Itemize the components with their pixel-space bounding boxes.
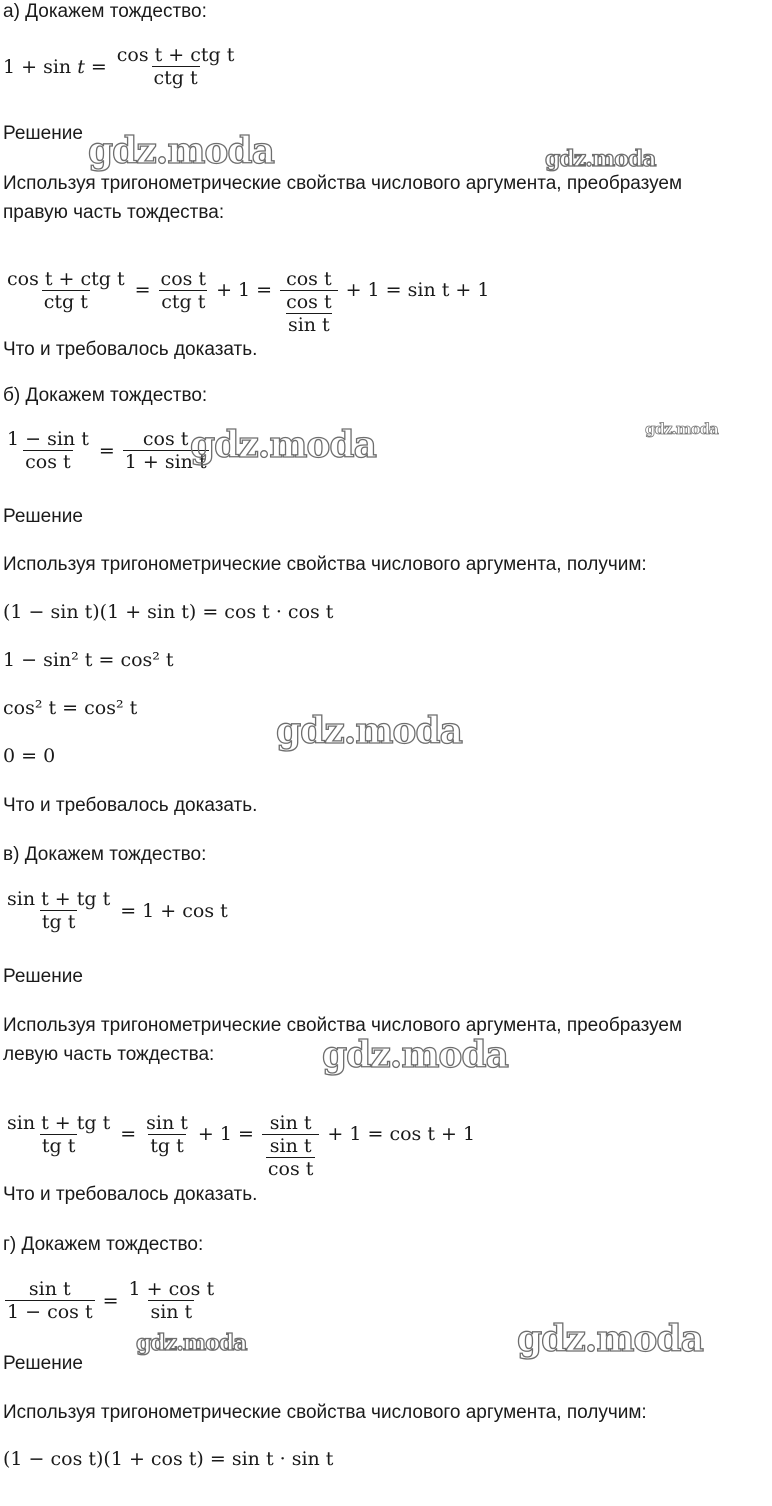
intro-g: Используя тригонометрические свойства числового аргумента, получим: xyxy=(3,1402,647,1423)
line2-b: 1 − sin² t = cos² t xyxy=(3,649,174,671)
identity-b-f2-num: cos t xyxy=(142,428,189,450)
steps-v-result: + 1 = cos t + 1 xyxy=(327,1123,476,1145)
steps-a-f2-den: ctg t xyxy=(161,290,206,313)
intro-v-line2: левую часть тождества: xyxy=(3,1044,215,1065)
solution-label-b: Решение xyxy=(3,506,83,527)
steps-a: $\frac{\text{cos t + ctg t}}{\text{ctg t}}$ = $\frac{\text{cos t}}{\text{ctg t}}$ + 1 = $\frac{\text{cos t}}{\frac{\text{cos t}}{\text{sin t}}}$ + 1 = sin t + 1 xyxy=(7,267,490,336)
steps-a-f1-num: cos t + ctg t xyxy=(7,267,125,290)
steps-v-f3-num: sin t xyxy=(269,1112,312,1134)
watermark: gdz.moda xyxy=(645,420,718,438)
steps-a-result: + 1 = sin t + 1 xyxy=(345,279,490,301)
solution-label-g: Решение xyxy=(3,1353,83,1374)
line1-b: (1 − sin t)(1 + sin t) = cos t · cos t xyxy=(3,601,334,623)
identity-v-den: tg t xyxy=(41,911,76,933)
identity-g-f2-den: sin t xyxy=(150,1301,193,1323)
steps-v-f2-den: tg t xyxy=(150,1134,184,1157)
steps-a-f3-num: cos t xyxy=(286,268,332,290)
watermark: gdz.moda xyxy=(276,710,462,752)
identity-a-den: ctg t xyxy=(153,67,198,89)
line3-b: cos² t = cos² t xyxy=(3,697,138,719)
identity-g-f2-num: 1 + cos t xyxy=(128,1278,215,1300)
intro-a-line2: правую часть тождества: xyxy=(3,202,225,223)
line4-b: 0 = 0 xyxy=(3,745,56,767)
identity-a-var: t xyxy=(77,55,85,78)
identity-g-f1-den: 1 − cos t xyxy=(7,1301,93,1323)
identity-a-num: cos t + ctg t xyxy=(116,44,235,66)
steps-v: $\frac{\text{sin t + tg t}}{\text{tg t}}$ = $\frac{\text{sin t}}{\text{tg t}}$ + 1 = $\frac{\text{sin t}}{\frac{\text{sin t}}{\text{cos t}}}$ + 1 = cos t + 1 xyxy=(7,1111,476,1180)
identity-b-f1-num: 1 − sin t xyxy=(7,428,89,450)
steps-v-f1-den: tg t xyxy=(41,1134,76,1157)
conclusion-b: Что и требовалось доказать. xyxy=(3,795,258,816)
identity-a xyxy=(3,44,238,89)
conclusion-a: Что и требовалось доказать. xyxy=(3,339,258,360)
steps-v-f3-den-num: sin t xyxy=(269,1135,312,1157)
identity-g: $\frac{\text{sin t}}{\text{1 − cos t}}$ = $\frac{\text{1 + cos t}}{\text{sin t}}$ xyxy=(7,1278,215,1323)
heading-v: в) Докажем тождество: xyxy=(3,844,207,865)
identity-a-fraction xyxy=(115,44,237,89)
identity-b-f2-den: 1 + sin t xyxy=(124,451,207,473)
steps-v-f1-num: sin t + tg t xyxy=(7,1111,111,1134)
identity-b: $\frac{\text{1 − sin t}}{\text{cos t}}$ = $\frac{\text{cos t}}{\text{1 + sin t}}$ xyxy=(7,428,207,473)
steps-a-plus1: + 1 = xyxy=(216,279,273,301)
identity-a-lhs: 1 + sin xyxy=(3,55,72,78)
solution-label-v: Решение xyxy=(3,966,83,987)
identity-b-f1-den: cos t xyxy=(25,451,71,473)
conclusion-v: Что и требовалось доказать. xyxy=(3,1184,258,1205)
steps-a-f2-num: cos t xyxy=(160,267,207,290)
intro-b: Используя тригонометрические свойства числового аргумента, получим: xyxy=(3,554,647,575)
steps-a-f3-den-num: cos t xyxy=(286,291,332,313)
steps-v-plus1: + 1 = xyxy=(197,1123,254,1145)
steps-v-f3-den-den: cos t xyxy=(267,1158,314,1180)
watermark: gdz.moda xyxy=(136,1330,247,1356)
intro-v-line1: Используя тригонометрические свойства числового аргумента, преобразуем xyxy=(3,1015,683,1036)
watermark: gdz.moda xyxy=(545,146,656,172)
steps-a-f1-den: ctg t xyxy=(43,290,88,313)
intro-a-line1: Используя тригонометрические свойства числового аргумента, преобразуем xyxy=(3,173,683,194)
identity-v xyxy=(3,888,234,933)
watermark: gdz.moda xyxy=(322,1034,508,1076)
heading-b: б) Докажем тождество: xyxy=(3,385,208,406)
watermark: gdz.moda xyxy=(517,1318,703,1360)
heading-a: а) Докажем тождество: xyxy=(3,1,207,22)
watermark: gdz.moda xyxy=(88,130,274,172)
identity-a-eq: = xyxy=(90,55,107,78)
identity-g-f1-num: sin t xyxy=(28,1278,71,1300)
solution-label-a: Решение xyxy=(3,123,83,144)
watermark: gdz.moda xyxy=(190,424,376,466)
line1-g: (1 − cos t)(1 + cos t) = sin t · sin t xyxy=(3,1448,334,1470)
steps-a-f3-den-den: sin t xyxy=(287,314,330,336)
heading-g: г) Докажем тождество: xyxy=(3,1234,204,1255)
steps-v-f2-num: sin t xyxy=(146,1111,188,1134)
identity-v-rhs: = 1 + cos t xyxy=(120,899,228,922)
identity-v-num: sin t + tg t xyxy=(7,888,111,910)
